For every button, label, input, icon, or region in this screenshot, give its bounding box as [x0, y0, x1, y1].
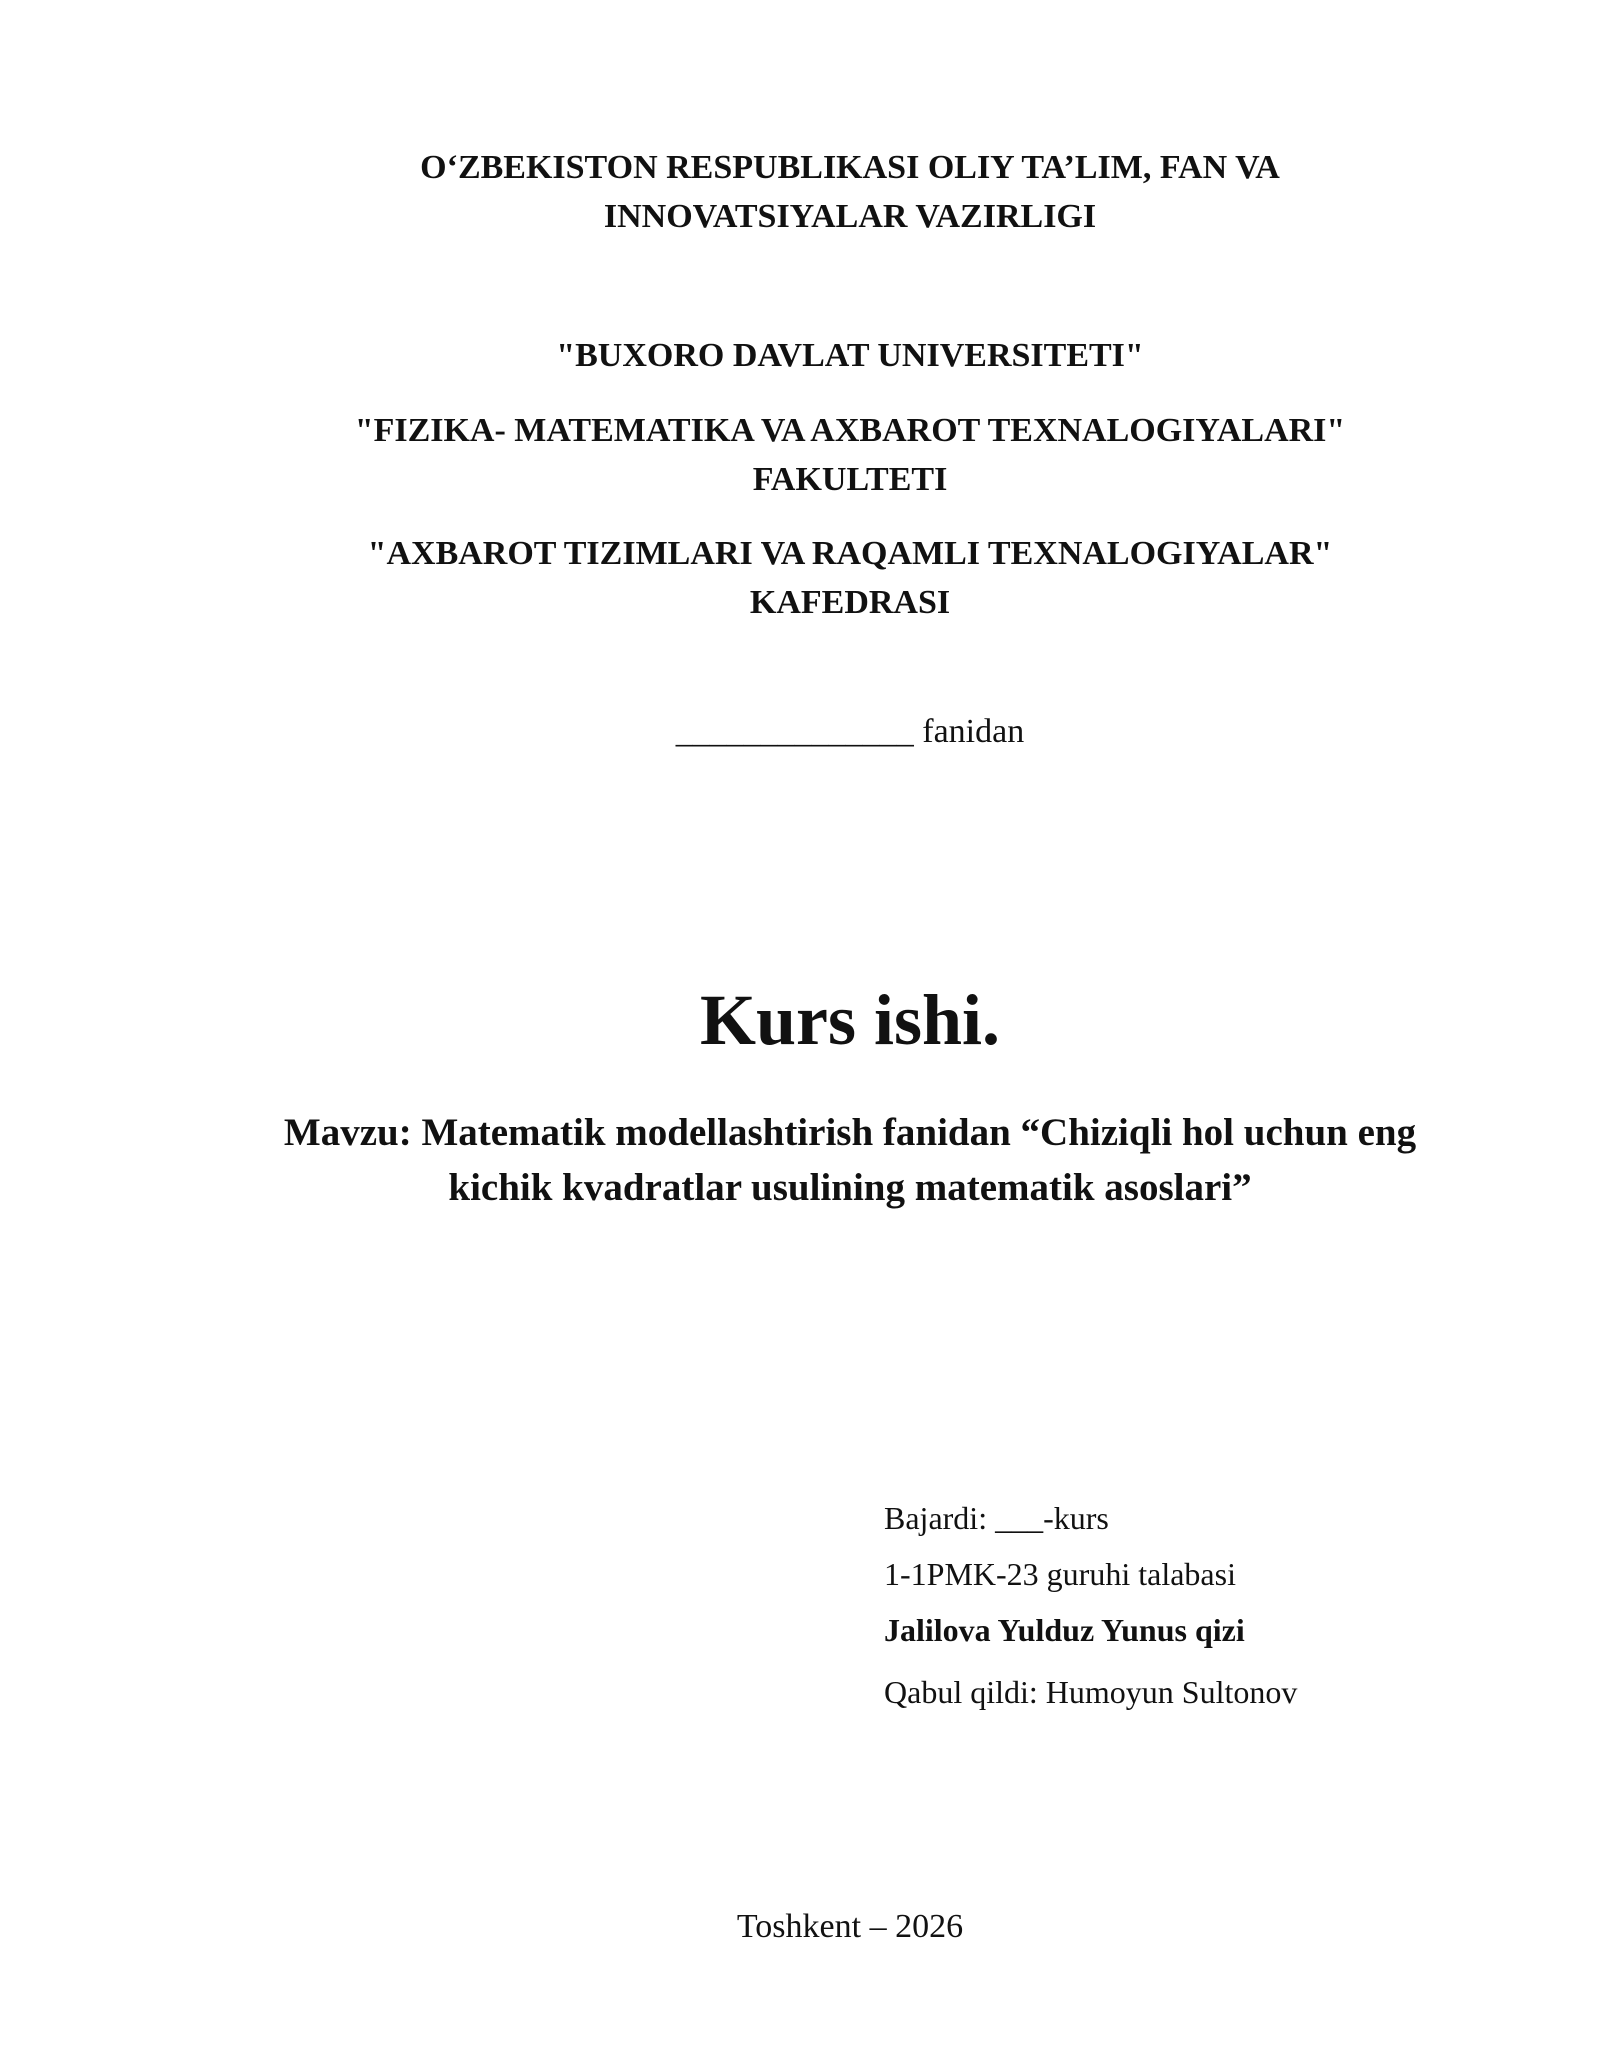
city-year: Toshkent – 2026	[736, 1908, 964, 1945]
student-name: Jalilova Yulduz Yunus qizi	[884, 1612, 1245, 1648]
faculty-heading	[230, 406, 1470, 504]
faculty-line-1: "FIZIKA- MATEMATIKA VA AXBAROT TEXNALOGIYALARI"	[354, 412, 1346, 449]
topic-line-2: kichik kvadratlar usulining matematik asoslari”	[448, 1166, 1252, 1209]
university-name: "BUXORO DAVLAT UNIVERSITETI"	[556, 337, 1144, 374]
author-info	[884, 1496, 1297, 1726]
group-line: 1-1PMK-23 guruhi talabasi	[884, 1556, 1236, 1592]
document-title: Kurs ishi.	[699, 980, 1001, 1060]
subject-suffix: fanidan	[913, 713, 1025, 750]
university-heading	[230, 331, 1470, 380]
accepted-by-line: Qabul qildi: Humoyun Sultonov	[884, 1674, 1298, 1710]
faculty-line-2: FAKULTETI	[752, 461, 948, 498]
department-line-2: KAFEDRASI	[749, 584, 951, 621]
subject-blank: ______________	[675, 713, 914, 750]
ministry-heading	[230, 143, 1470, 241]
done-by-line: Bajardi: ___-kurs	[884, 1500, 1109, 1536]
ministry-line-2: INNOVATSIYALAR VAZIRLIGI	[603, 198, 1097, 235]
topic-heading	[230, 1105, 1470, 1215]
topic-line-1: Mavzu: Matematik modellashtirish fanidan “Chiziqli hol uchun eng	[283, 1111, 1417, 1154]
subject-line	[230, 710, 1470, 754]
ministry-line-1: O‘ZBEKISTON RESPUBLIKASI OLIY TA’LIM, FAN VA	[420, 149, 1280, 186]
department-line-1: "AXBAROT TIZIMLARI VA RAQAMLI TEXNALOGIYALAR"	[367, 535, 1333, 572]
department-heading	[230, 529, 1470, 627]
